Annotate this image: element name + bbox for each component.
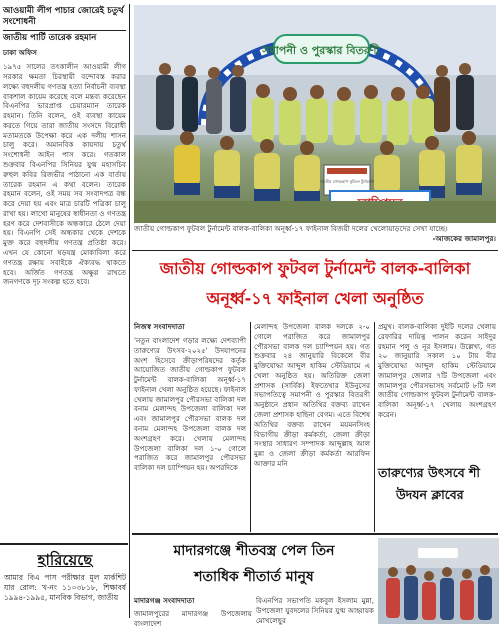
- photo-board-text: জাতীয় গোল্ডকাপ ফুটবল টুর্নামেন্ট: [320, 179, 374, 184]
- right-teaser-line1: তারুণ্যের উৎসবে শী: [378, 465, 481, 480]
- main-story-col2: মেলান্দহ উপজেলা বালক দলকে ২-০ গোলে পরাজিত করে জামালপুর পৌরসভা বালক দল চ্যাম্পিয়ন হয়। গত শুক্রবার ২৪ জানুয়ারি বিকেলে বীর মুক্তিযোদ্ধা আব্দুল হাকিম স্টেডিয়ামে এ খেলা অনুষ্ঠিত হয়। অতিরিক্ত জেলা প্রশাসক (সার্বিক) ইফতেখার ইউনুসের সভাপতিত্বে সমাপনী ও পুরস্কার বিতরণী অনুষ্ঠানে প্রধান অতিথির বক্তব্য রাখেন জেলা প্রশাসক হাছিনা বেগম। এতে বিশেষ অতিথির বক্তব্য রাখেন ময়মনসিংহ বিভাগীয় ক্রীড়া কর্মকর্তা, জেলা ক্রীড়া সংস্থার সাধারণ সম্পাদক আব্দুল্লাহ আল মুন্না ও জেলা ক্রীড়া কর্মকর্তা আরফিন আক্তার মনি: [254, 322, 370, 468]
- left-top-subhead: জাতীয় পার্টি তারেক রহমান: [3, 33, 97, 44]
- main-col-rule-1: [250, 322, 251, 532]
- main-story-col3: প্রমুখ। বালক-বালিকা দুইটি দলের খেলায় রেফারির দায়িত্ব পালন করেন সাইদুর রহমান পলু ও নূর ইসলাম। উল্লেখ্য, গত ২০ জানুয়ারি সকাল ১০ টায় বীর মুক্তিযোদ্ধা আব্দুল হাকিম স্টেডিয়ামে জামালপুর জেলার ৭টি উপজেলা এবং জামালপুর পৌরসভাসহ সর্বমোট ৮টি দল জাতীয় গোল্ডকাপ ফুটবল টুর্নামেন্ট বালক-বালিকা অনূর্ধ্ব-১৭ খেলায় অংশগ্রহণ করেন।: [378, 322, 496, 420]
- main-headline-line1: জাতীয় গোল্ডকাপ ফুটবল টুর্নামেন্ট বালক-বালিকা: [159, 259, 471, 278]
- left-top-headline: আওয়ামী লীগ পাচার জোরেই চতুর্থ সংশোধনী: [3, 6, 124, 27]
- lost-heading: হারিয়েছে: [37, 551, 93, 569]
- caption-divider: [132, 250, 498, 251]
- photo-caption-credit: -আজকের জামালপুর।: [432, 234, 496, 244]
- second-story-col1: [134, 596, 252, 628]
- left-top-dateline: ঢাকা অফিস: [3, 48, 38, 58]
- second-story-byline: মাদারগঞ্জ সংবাদদাতা: [134, 596, 195, 605]
- left-top-story: [3, 6, 126, 536]
- main-story-byline: নিজস্ব সংবাদদাতা: [134, 322, 185, 331]
- main-story-col1: [134, 322, 246, 534]
- second-photo: [378, 538, 499, 624]
- lost-notice: [4, 551, 126, 621]
- headline-divider: [3, 30, 126, 31]
- second-headline-line2: শতাধিক শীতার্ত মানুষ: [194, 569, 314, 585]
- team-photo: [134, 5, 496, 223]
- main-headline-line2: অনূর্ধ্ব-১৭ ফাইনাল খেলা অনুষ্ঠিত: [206, 289, 424, 308]
- lost-divider: [0, 543, 128, 545]
- right-teaser: [378, 462, 499, 532]
- left-column-rule: [129, 4, 130, 618]
- second-story-col2: বিএনপির সভাপতি মকবুল ইসলাম মুন্না, উপজেলা যুবদলের সিনিয়র যুগ্ম আহ্বায়ক মোখলেছুর: [256, 596, 374, 625]
- second-headline-line1: মাদারগঞ্জে শীতবস্ত্র পেল তিন: [173, 543, 335, 559]
- photo-scene: [134, 5, 496, 223]
- main-headline: [134, 254, 496, 318]
- second-headline: [134, 538, 374, 594]
- left-top-body: ১৯৭৫ সালের তৎকালীন আওয়ামী লীগ সরকার ক্ষমতা চিরস্থায়ী বন্দোবস্ত করার লক্ষ্যে বহুদলীয় গণতন্ত্র হত্যা নির্বাচনী ব্যবস্থা বাকশাল কায়েম করেছে বলে মন্তব্য করেছেন বিএনপির ভারপ্রাপ্ত চেয়ারম্যান তারেক রহমান। তিনি বলেন, ওই ব্যবস্থা কায়েম করতে গিয়ে তারা জাতীয় সংসদে বিরোধী মতামতকে উপেক্ষা করে এক দলীয় শাসন চালু করে। অমানবিক কায়দায় চতুর্থ সংশোধনী আইন পাস করে। গতকাল শুক্রবার বিএনপির সিনিয়র যুগ্ম মহাসচিব রুহুল কবির রিজভীর পাঠানো এক বার্তায় তারেক রহমান এ কথা বলেন। তারেক রহমান বলেন, ওই সময় সব সংবাদপত্র বন্ধ করে দেয়া হয় এবং মাত্র চারটি পত্রিকা চালু রাখা হয়। লাখো মানুষের স্বাধীনতা ও গণতন্ত্র হরণ করে দেশবাসীকে অন্ধকারে ঠেলে দেয়া হয়। বিএনপি সেই অন্ধকার থেকে দেশকে মুক্ত করে বহুদলীয় গণতন্ত্র প্রতিষ্ঠা করে। এখন যে কোনো ষড়যন্ত্র মোকাবিলা করে গণতন্ত্র রক্ষায় সবাইকে ঐক্যবদ্ধ থাকতে হবে। অর্জিত গণতন্ত্র অক্ষুণ্ণ রাখতে জনগণকে দৃঢ় সংকল্প হতে হবে।: [3, 62, 126, 287]
- right-teaser-line2: উদযন ক্লাবের: [396, 487, 464, 502]
- main-col-rule-2: [374, 322, 375, 532]
- photo-caption-text: জাতীয় গোল্ডকাপ ফুটবল টুর্নামেন্ট বালক-বালিকা অনূর্ধ্ব-১৭ ফাইনাল বিজয়ী দলের খেলোয়াড়দের সেখা যাচ্ছে।: [134, 224, 448, 233]
- second-photo-scene: [378, 538, 499, 624]
- photo-banner-text: সমাপনী ও পুরস্কার বিতরণী: [262, 44, 380, 57]
- second-story-col1-text: জামালপুরের মাদারগঞ্জ উপজেলায় বাংলাদেশ: [134, 609, 252, 628]
- section-divider: [132, 533, 498, 535]
- photo-caption: [134, 224, 496, 248]
- lost-body: আমার বিএ পাস পরীক্ষার মূল মার্কশিট যার রোল: খ-নং ১১০৩৮১৮, শিক্ষাবর্ষ ১৯৯৪-১৯৯৫, মানবিক বিভাগ, জাতীয়: [4, 572, 126, 603]
- main-story-col1-text: 'নতুন বাংলাদেশ গড়ার লক্ষ্যে দেশব্যাপী তারুণ্যের উৎসব-২০২৫' উদযাপনের অংশ হিসেবে ক্রীড়াপরিষদের কর্তৃক আয়োজিত জাতীয় গোল্ডকাপ ফুটবল টুর্নামেন্ট বালক-বালিকা অনূর্ধ্ব-১৭ ফাইনাল খেলা অনুষ্ঠিত হয়েছে। ফাইনাল খেলায় জামালপুর পৌরসভা বালিকা দল বনাম মেলান্দহ উপজেলা বালিকা দল এবং জামালপুর পৌরসভা বালক দল বনাম মেলান্দহ উপজেলা বালক দল অংশগ্রহণ করে। খেলায় মেলান্দহ উপজেলা বালিকা দল ১-০ গোলে পরাজিত করে জামালপুর পৌরসভা বালিকা দল চ্যাম্পিয়ন হয়। অপরদিকে: [134, 336, 246, 473]
